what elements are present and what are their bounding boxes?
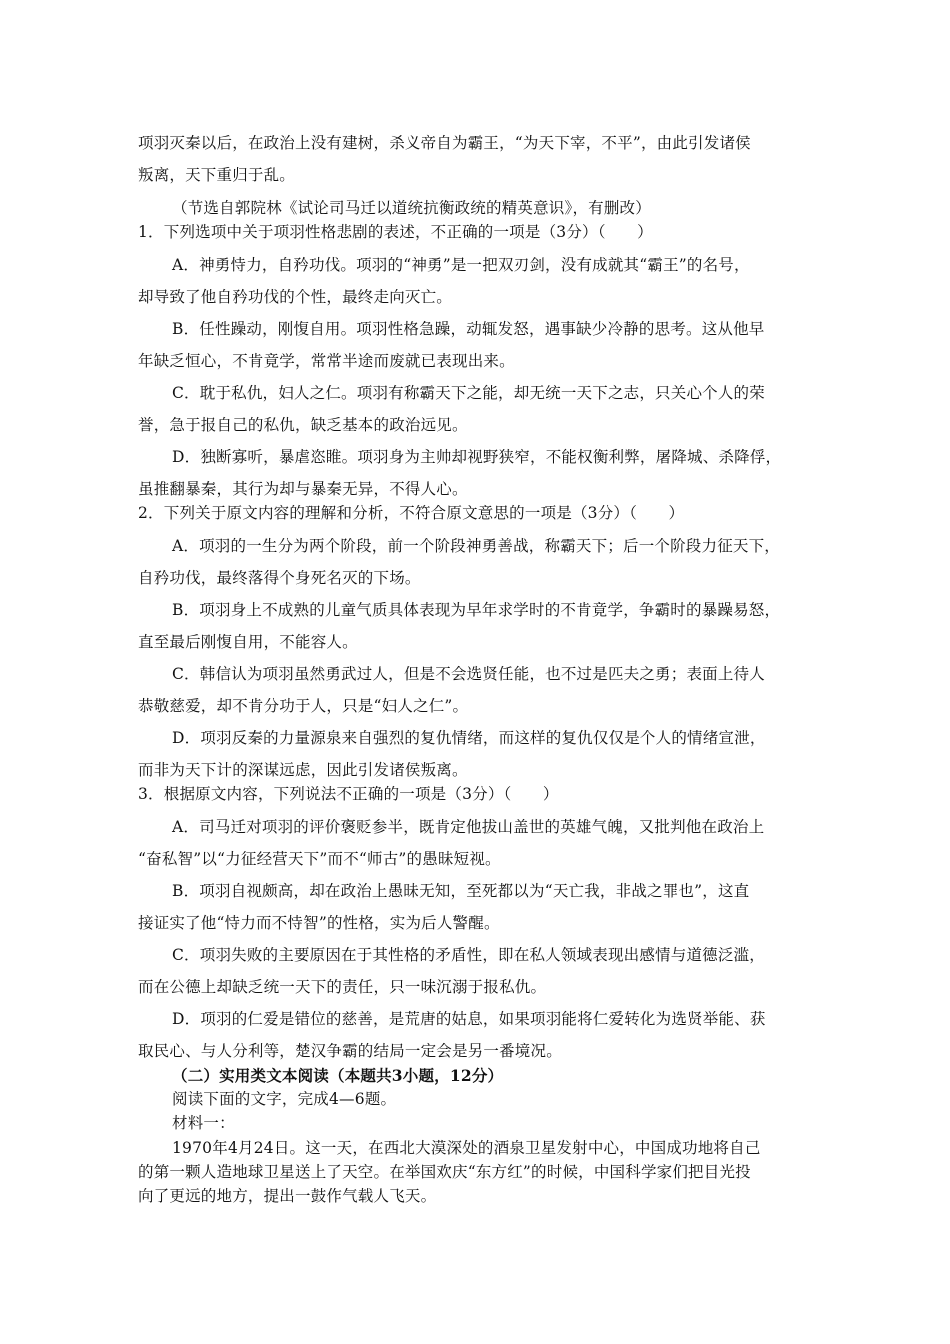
option-d-line: D．独断寡听，暴虐恣睢。项羽身为主帅却视野狭窄，不能权衡利弊，屠降城、杀降俘， — [172, 448, 782, 466]
option-d-line: 取民心、与人分利等，楚汉争霸的结局一定会是另一番境况。 — [138, 1042, 562, 1060]
option-d-line: 虽推翻暴秦，其行为却与暴秦无异，不得人心。 — [138, 480, 468, 498]
paragraph-line: 1970年4月24日。这一天，在西北大漠深处的酒泉卫星发射中心，中国成功地将自己 — [172, 1139, 761, 1157]
option-d-line: D．项羽的仁爱是错位的慈善，是荒唐的姑息，如果项羽能将仁爱转化为选贤举能、获 — [172, 1010, 766, 1028]
paragraph-line: 的第一颗人造地球卫星送上了天空。在举国欢庆“东方红”的时候，中国科学家们把目光投 — [138, 1163, 751, 1181]
option-d-line: 而非为天下计的深谋远虑，因此引发诸侯叛离。 — [138, 761, 468, 779]
option-a-line: A．神勇恃力，自矜功伐。项羽的“神勇”是一把双刃剑，没有成就其“霸王”的名号， — [172, 256, 750, 274]
option-d-line: D．项羽反秦的力量源泉来自强烈的复仇情绪，而这样的复仇仅仅是个人的情绪宣泄， — [172, 729, 766, 747]
question-3-stem: 3．根据原文内容，下列说法不正确的一项是（3分）（ ） — [138, 785, 559, 803]
material-label: 材料一： — [172, 1114, 235, 1132]
option-c-line: 誉，急于报自己的私仇，缺乏基本的政治远见。 — [138, 416, 468, 434]
question-2-stem: 2．下列关于原文内容的理解和分析，不符合原文意思的一项是（3分）（ ） — [138, 504, 685, 522]
option-b-line: B．项羽身上不成熟的儿童气质具体表现为早年求学时的不肯竟学，争霸时的暴躁易怒， — [172, 601, 781, 619]
paragraph-line: 向了更远的地方，提出一鼓作气载人飞天。 — [138, 1187, 437, 1205]
option-c-line: C．耽于私仇，妇人之仁。项羽有称霸天下之能，却无统一天下之志，只关心个人的荣 — [172, 384, 765, 402]
option-b-line: 直至最后刚愎自用，不能容人。 — [138, 633, 358, 651]
option-b-line: B．项羽自视颇高，却在政治上愚昧无知，至死都以为“天亡我，非战之罪也”，这直 — [172, 882, 750, 900]
option-c-line: 而在公德上却缺乏统一天下的责任，只一味沉溺于报私仇。 — [138, 978, 547, 996]
section-heading: （二）实用类文本阅读（本题共3小题，12分） — [172, 1066, 504, 1085]
option-a-line: A．司马迁对项羽的评价褒贬参半，既肯定他拔山盖世的英雄气魄，又批判他在政治上 — [172, 818, 765, 836]
option-a-line: A．项羽的一生分为两个阶段，前一个阶段神勇善战，称霸天下；后一个阶段力征天下， — [172, 537, 780, 555]
option-a-line: “奋私智”以“力征经营天下”而不“师古”的愚昧短视。 — [138, 850, 501, 868]
option-c-line: C．韩信认为项羽虽然勇武过人，但是不会选贤任能，也不过是匹夫之勇；表面上待人 — [172, 665, 765, 683]
source-citation: （节选自郭院林《试论司马迁以道统抗衡政统的精英意识》，有删改） — [172, 199, 651, 217]
instruction-line: 阅读下面的文字，完成4—6题。 — [172, 1090, 397, 1108]
option-b-line: B．任性躁动，刚愎自用。项羽性格急躁，动辄发怒，遇事缺少冷静的思考。这从他早 — [172, 320, 765, 338]
option-a-line: 自矜功伐，最终落得个身死名灭的下场。 — [138, 569, 421, 587]
option-c-line: 恭敬慈爱，却不肯分功于人，只是“妇人之仁”。 — [138, 697, 469, 715]
question-1-stem: 1．下列选项中关于项羽性格悲剧的表述，不正确的一项是（3分）（ ） — [138, 223, 653, 241]
paragraph-line: 叛离，天下重归于乱。 — [138, 166, 296, 184]
option-c-line: C．项羽失败的主要原因在于其性格的矛盾性，即在私人领域表现出感情与道德泛滥， — [172, 946, 765, 964]
paragraph-line: 项羽灭秦以后，在政治上没有建树，杀义帝自为霸王，“为天下宰，不平”，由此引发诸侯 — [138, 134, 751, 152]
option-b-line: 年缺乏恒心，不肯竟学，常常半途而废就已表现出来。 — [138, 352, 515, 370]
option-a-line: 却导致了他自矜功伐的个性，最终走向灭亡。 — [138, 288, 453, 306]
option-b-line: 接证实了他“恃力而不恃智”的性格，实为后人警醒。 — [138, 914, 500, 932]
